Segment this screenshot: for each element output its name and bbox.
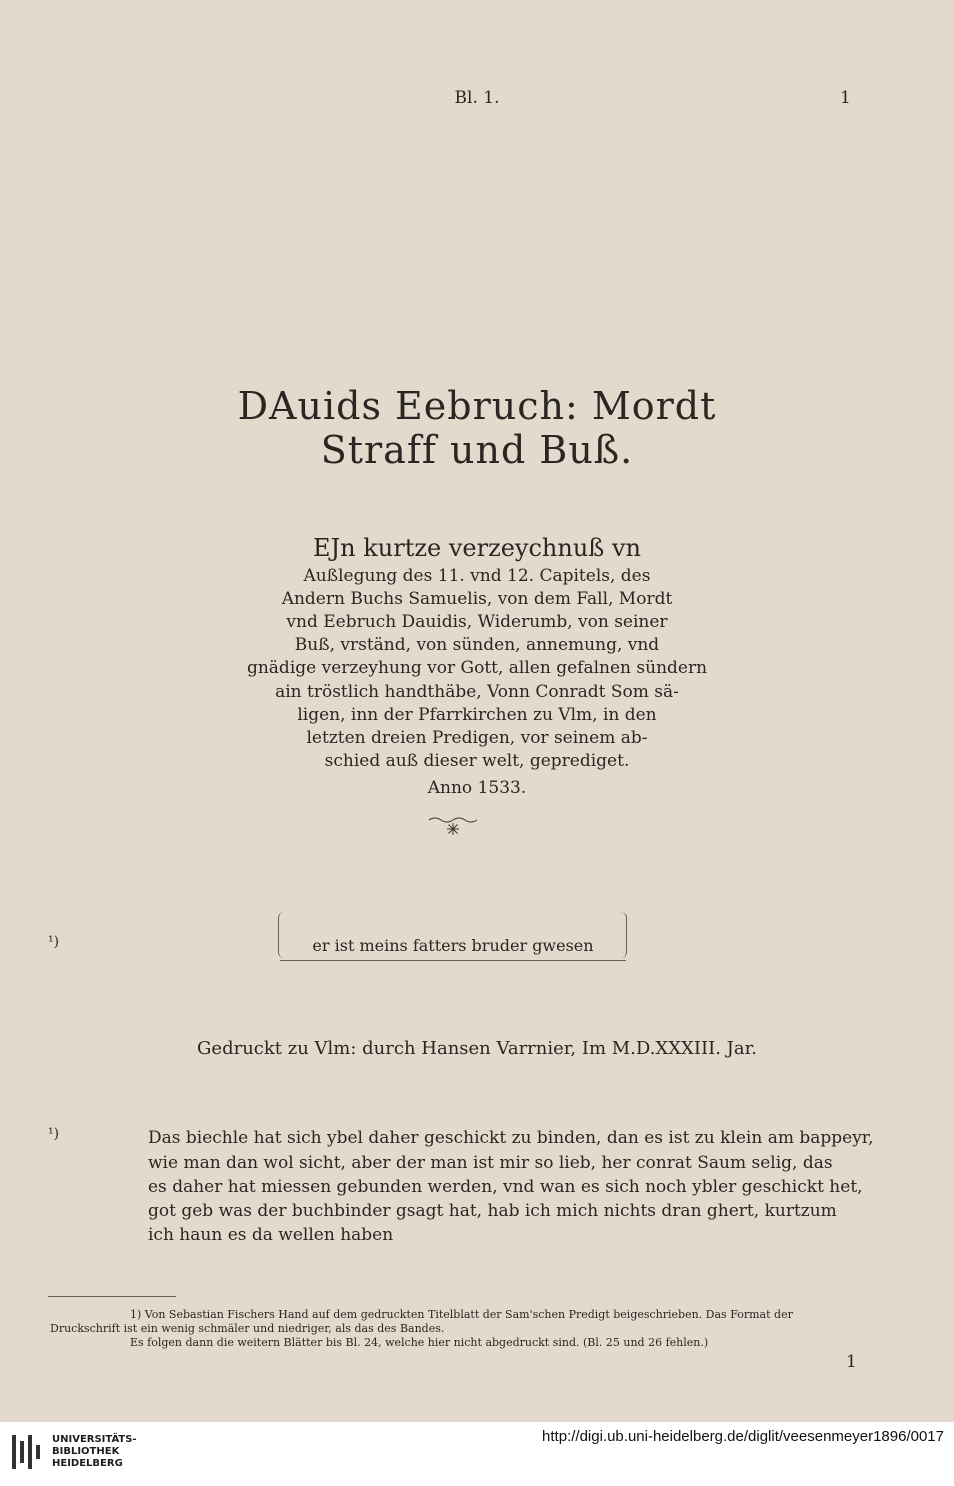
- library-logo-text: [52, 1434, 137, 1470]
- underline-rule: [280, 960, 626, 961]
- subtitle-line: schied auß dieser welt, geprediget.: [324, 751, 630, 771]
- subtitle-line: Andern Buchs Samuelis, von dem Fall, Mordt: [281, 589, 673, 609]
- leaf-label: Bl. 1.: [454, 88, 500, 108]
- subtitle-line: letzten dreien Predigen, vor seinem ab-: [306, 728, 648, 748]
- footnote-marker: ¹): [48, 934, 60, 950]
- library-logo-icon: [10, 1432, 44, 1472]
- logo-line: BIBLIOTHEK: [52, 1446, 120, 1457]
- page-number: 1: [846, 1352, 857, 1372]
- handwritten-note-1: er ist meins fatters bruder gwesen: [312, 936, 594, 955]
- footnote-line: Es folgen dann die weitern Blätter bis Bl. 24, welche hier nicht abgedruckt sind. (Bl. 25 und 26 fehlen.): [130, 1336, 709, 1349]
- logo-line: UNIVERSITÄTS-: [52, 1434, 137, 1445]
- subtitle-line: ain tröstlich handthäbe, Vonn Conradt Som sä-: [275, 682, 679, 702]
- title-line-2: Straff und Buß.: [320, 428, 634, 472]
- anno-year: Anno 1533.: [427, 778, 527, 798]
- footnote-line: 1) Von Sebastian Fischers Hand auf dem gedruckten Titelblatt der Sam'schen Predigt beigeschrieben. Das Format der: [130, 1308, 793, 1321]
- note-line: wie man dan wol sicht, aber der man ist mir so lieb, her conrat Saum selig, das: [148, 1153, 833, 1173]
- footnote-rule: [48, 1296, 176, 1297]
- source-url-link[interactable]: http://digi.ub.uni-heidelberg.de/diglit/veesenmeyer1896/0017: [542, 1428, 944, 1445]
- note-line: got geb was der buchbinder gsagt hat, hab ich mich nichts dran ghert, kurtzum: [148, 1201, 837, 1221]
- title-line-1: DAuids Eebruch: Mordt: [237, 384, 717, 428]
- subtitle-line: ligen, inn der Pfarrkirchen zu Vlm, in den: [297, 705, 657, 725]
- footnote-marker: ¹): [48, 1126, 60, 1142]
- note-line: es daher hat miessen gebunden werden, vnd wan es sich noch ybler geschickt het,: [148, 1177, 863, 1197]
- header-page-number: 1: [840, 88, 851, 108]
- subtitle-line: Außlegung des 11. vnd 12. Capitels, des: [303, 566, 651, 586]
- imprint-line: Gedruckt zu Vlm: durch Hansen Varrnier, Im M.D.XXXIII. Jar.: [197, 1038, 757, 1059]
- subtitle-line: Buß, vrständ, von sünden, annemung, vnd: [294, 635, 660, 655]
- subtitle-line: gnädige verzeyhung vor Gott, allen gefalnen sündern: [246, 658, 708, 678]
- subtitle-head: EJn kurtze verzeychnuß vn: [313, 534, 641, 562]
- ornament-icon: [427, 812, 479, 838]
- logo-line: HEIDELBERG: [52, 1458, 123, 1469]
- note-line: ich haun es da wellen haben: [148, 1225, 394, 1245]
- subtitle-line: vnd Eebruch Dauidis, Widerumb, von seiner: [286, 612, 668, 632]
- note-line: Das biechle hat sich ybel daher geschickt zu binden, dan es ist zu klein am bappeyr,: [148, 1128, 874, 1148]
- footnote-line: Druckschrift ist ein wenig schmäler und niedriger, als das des Bandes.: [50, 1322, 445, 1335]
